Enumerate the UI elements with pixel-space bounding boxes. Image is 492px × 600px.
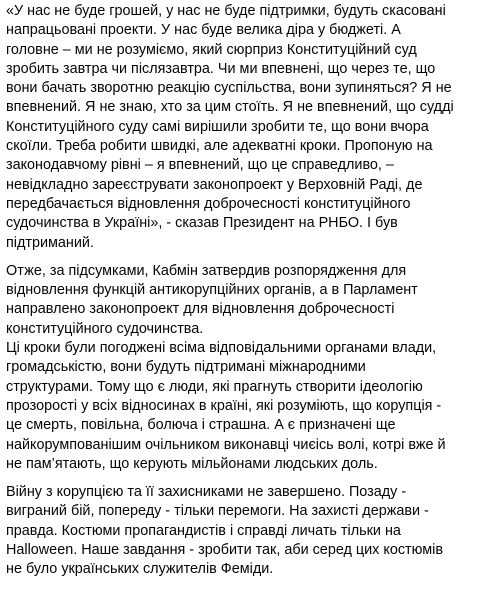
- post-text: [6, 2, 488, 589]
- post-paragraph-summary: Отже, за підсумками, Кабмін затвердив розпорядження для відновлення функцій антикорупційних органів, а в Парламент направлено законопроект для відновлення доброчесності конституційного судочинства.: [6, 262, 418, 337]
- post-paragraph-quote: «У нас не буде грошей, у нас не буде підтримки, будуть скасовані напрацьовані проекти. У нас буде велика діра у бюджеті. А головне – ми не розуміємо, який сюрприз Конституційний суд зробить завтра чи післязавтра. Чи ми впевнені, що через те, що вони бачать зворотню реакцію суспільства, вони зупиняться? Я не впевнений. Я не знаю, хто за цим стоїть. Я не впевнений, що судді Конституційного суду самі вирішили зробити те, що вони вчора скоїли. Треба робити швидкі, але адекватні кроки. Пропоную на законодавчому рівні – я впевнений, що це справедливо, – невідкладно зареєструвати законопроект у Верховній Раді, де передбачається відновлення доброчесності конституційного судочинства в Україні», - сказав Президент на РНБО. І був підтриманий.: [6, 3, 454, 251]
- post-paragraph-conclusion: Війну з корупцією та її захисниками не завершено. Позаду - виграний бій, попереду - тільки перемоги. На захисті держави - правда. Костюми пропагандистів і справді личать тільки на Halloween. Наше завдання - зробити так, аби серед цих костюмів не було українських служителів Феміди.: [6, 484, 443, 578]
- post-paragraph-steps: Ці кроки були погоджені всіма відповідальними органами влади, громадськістю, вони будуть підтримані міжнародними структурами. Тому що є люди, які прагнуть створити ідеологію прозорості у всіх відносинах в країні, які розуміють, що корупція - це смерть, повільна, болюча і страшна. А є призначені ще найкорумпованішим очільником виконавці чиєісь волі, котрі вже й не пам’ятають, що керують мільйонами людських доль.: [6, 340, 446, 472]
